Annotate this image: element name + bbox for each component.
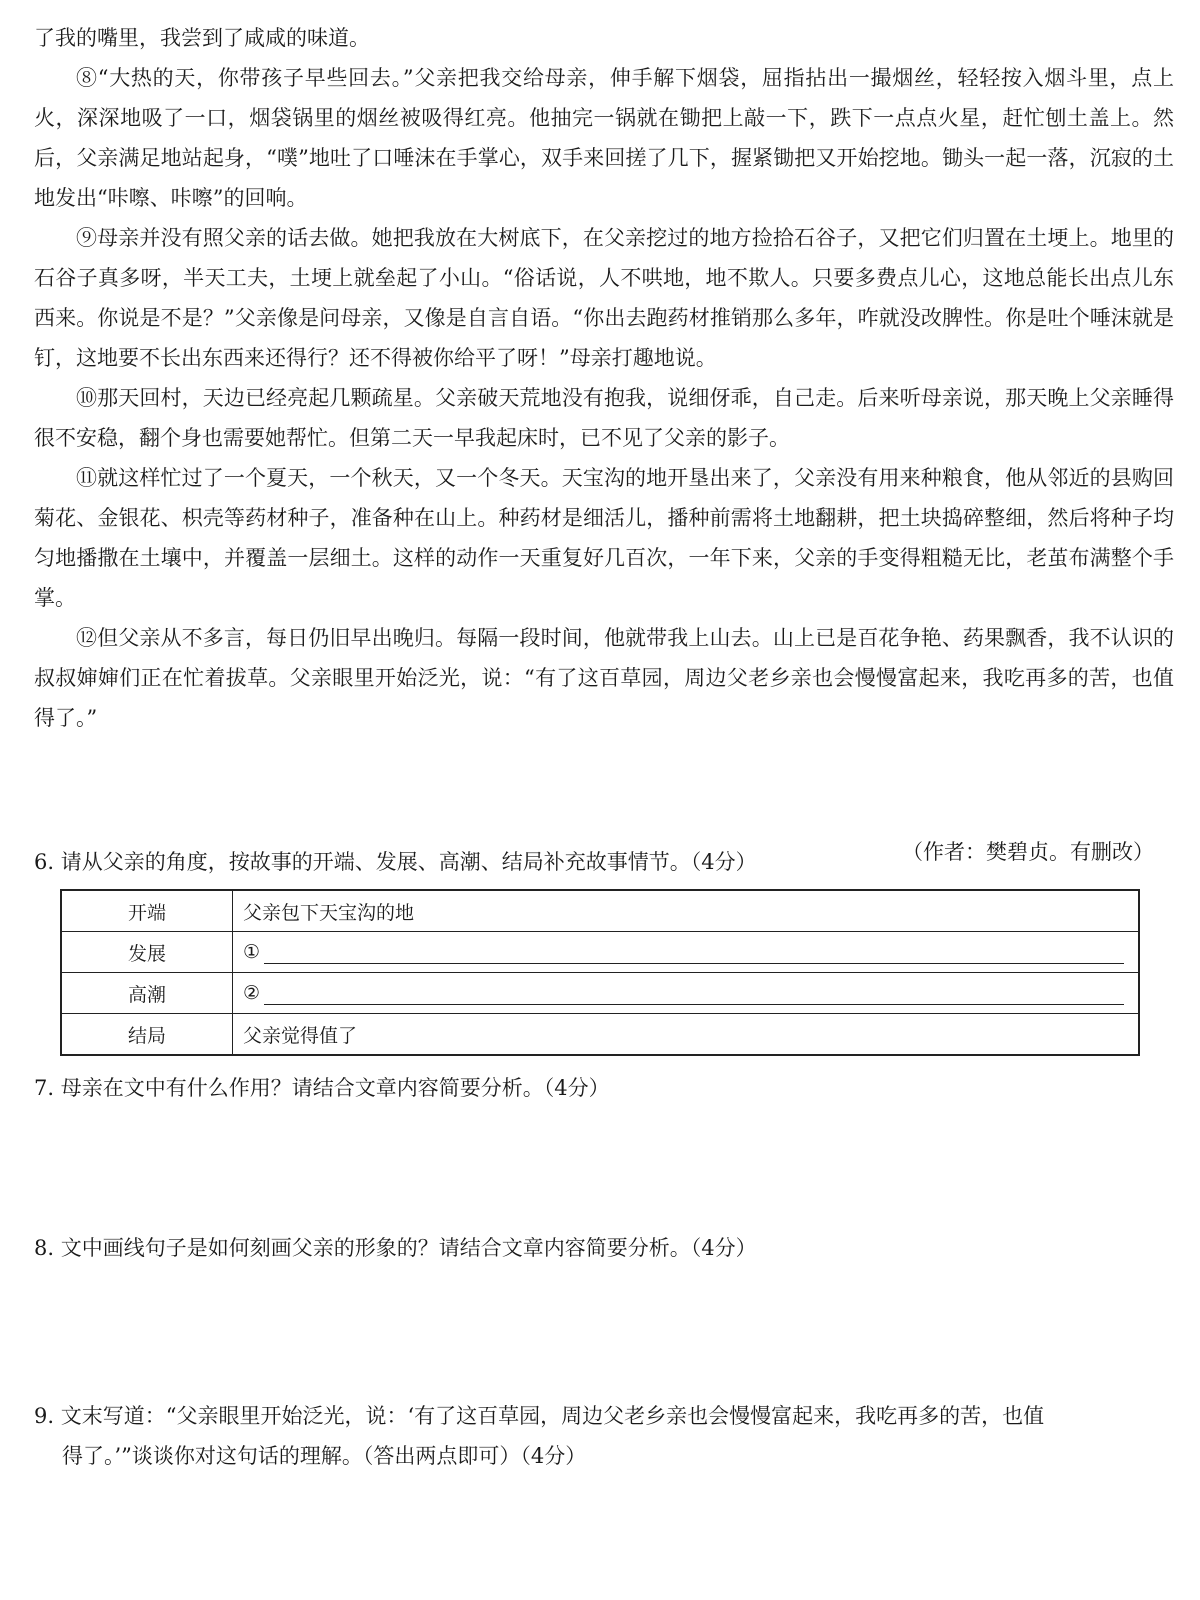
answer-blank[interactable] — [264, 941, 1124, 964]
paragraph-11: ⑪就这样忙过了一个夏天，一个秋天，又一个冬天。天宝沟的地开垦出来了，父亲没有用来种粮食，他从邻近的县购回菊花、金银花、枳壳等药材种子，准备种在山上。种药材是细活儿，播种前需将土地翻耕，把土块捣碎整细，然后将种子均匀地播撒在土壤中，并覆盖一层细土。这样的动作一天重复好几百次，一年下来，父亲的手变得粗糙无比，老茧布满整个手掌。 — [34, 466, 1174, 610]
question-9 — [34, 1396, 1174, 1476]
paragraph-12: ⑫但父亲从不多言，每日仍旧早出晚归。每隔一段时间，他就带我上山去。山上已是百花争艳、药果飘香，我不认识的叔叔婶婶们正在忙着拔草。父亲眼里开始泛光，说：“有了这百草园，周边父老乡亲也会慢慢富起来，我吃再多的苦，也值得了。” — [34, 626, 1174, 730]
stage-cell: 开端 — [61, 890, 233, 932]
paragraph-10: ⑩那天回村，天边已经亮起几颗疏星。父亲破天荒地没有抱我，说细伢乖，自己走。后来听母亲说，那天晚上父亲睡得很不安稳，翻个身也需要她帮忙。但第二天一早我起床时，已不见了父亲的影子。 — [34, 386, 1174, 450]
content-cell: 父亲觉得值了 — [233, 1014, 1140, 1056]
table-row — [61, 932, 1139, 973]
question-9-line-2: 得了。’”谈谈你对这句话的理解。（答出两点即可）（4分） — [62, 1444, 587, 1468]
stage-cell: 结局 — [61, 1014, 233, 1056]
blank-marker: ① — [243, 940, 261, 963]
stage-cell: 发展 — [61, 932, 233, 973]
question-9-line-1: 9. 文末写道：“父亲眼里开始泛光，说：‘有了这百草园，周边父老乡亲也会慢慢富起来，我吃再多的苦，也值 — [34, 1404, 1045, 1428]
table-row — [61, 1014, 1139, 1056]
question-7: 7. 母亲在文中有什么作用？请结合文章内容简要分析。（4分） — [34, 1076, 610, 1100]
paragraph-9: ⑨母亲并没有照父亲的话去做。她把我放在大树底下，在父亲挖过的地方捡拾石谷子，又把它们归置在土埂上。地里的石谷子真多呀，半天工夫，土埂上就垒起了小山。“俗话说，人不哄地，地不欺人。只要多费点儿心，这地总能长出点儿东西来。你说是不是？”父亲像是问母亲，又像是自言自语。“你出去跑药材推销那么多年，咋就没改脾性。你是吐个唾沫就是钉，这地要不长出东西来还得行？还不得被你给平了呀！”母亲打趣地说。 — [34, 226, 1174, 370]
author-credit: （作者：樊碧贞。有删改） — [902, 840, 1154, 864]
table-row — [61, 890, 1139, 932]
reading-passage — [34, 18, 1174, 738]
blank-marker: ② — [243, 981, 261, 1004]
plot-table — [60, 889, 1140, 1056]
answer-cell[interactable] — [233, 973, 1140, 1014]
paragraph-continuation: 了我的嘴里，我尝到了咸咸的味道。 — [34, 26, 370, 50]
answer-cell[interactable] — [233, 932, 1140, 973]
paragraph-8: ⑧“大热的天，你带孩子早些回去。”父亲把我交给母亲，伸手解下烟袋，屈指拈出一撮烟丝，轻轻按入烟斗里，点上火，深深地吸了一口，烟袋锅里的烟丝被吸得红亮。他抽完一锅就在锄把上敲一下，跌下一点点火星，赶忙刨土盖上。然后，父亲满足地站起身，“噗”地吐了口唾沫在手掌心，双手来回搓了几下，握紧锄把又开始挖地。锄头一起一落，沉寂的土地发出“咔嚓、咔嚓”的回响。 — [34, 66, 1174, 210]
table-row — [61, 973, 1139, 1014]
answer-blank[interactable] — [264, 982, 1124, 1005]
question-8: 8. 文中画线句子是如何刻画父亲的形象的？请结合文章内容简要分析。（4分） — [34, 1236, 757, 1260]
question-6: 6. 请从父亲的角度，按故事的开端、发展、高潮、结局补充故事情节。（4分） — [34, 850, 757, 874]
content-cell: 父亲包下天宝沟的地 — [233, 890, 1140, 932]
stage-cell: 高潮 — [61, 973, 233, 1014]
